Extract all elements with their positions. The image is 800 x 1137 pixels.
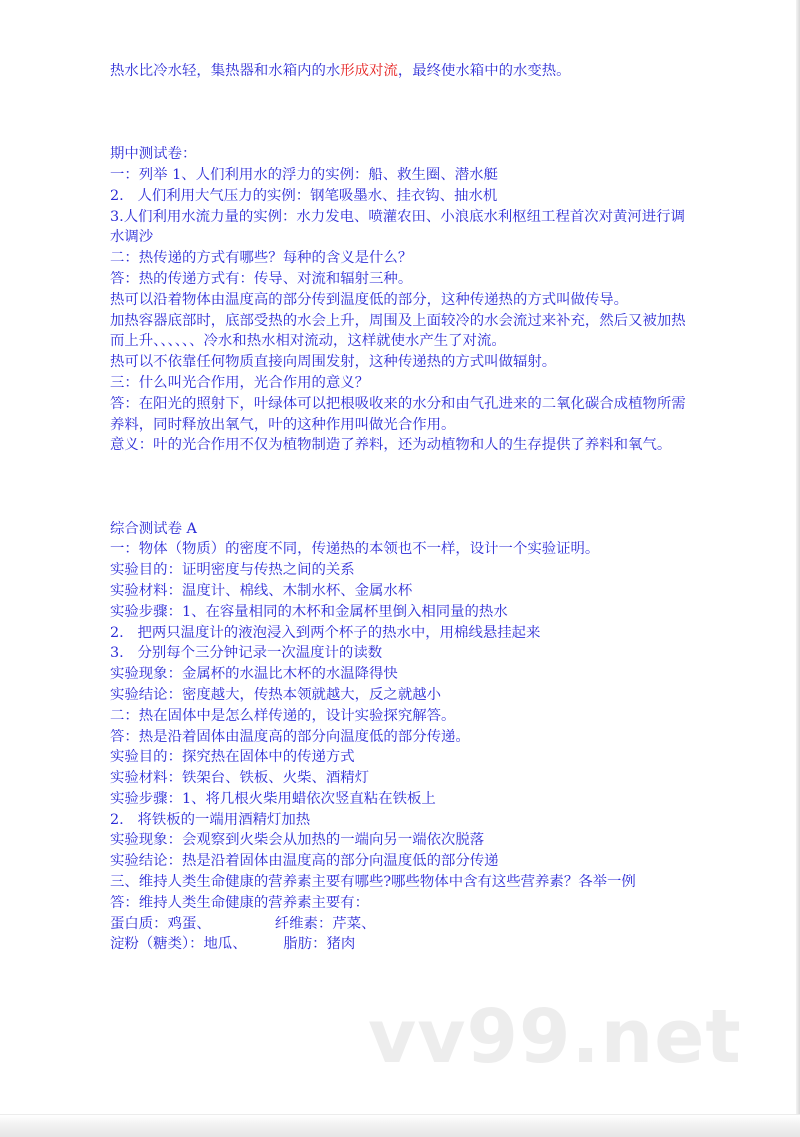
document-line: 二：热传递的方式有哪些？每种的含义是什么？ [110,250,413,267]
intro-text-before: 热水比冷水轻，集热器和水箱内的水 [110,63,341,79]
document-line: 淀粉（糖类）：地瓜、 脂肪：猪肉 [110,936,356,953]
paragraph-spacer [110,82,690,144]
document-line: 3.人们利用水流力量的实例：水力发电、喷灌农田、小浪底水利枢纽工程首次对黄河进行调水调沙 [110,208,685,246]
page-right-edge [796,0,800,1137]
document-line: 实验现象：会观察到火柴会从加热的一端向另一端依次脱落 [110,832,485,849]
intro-text-after: ，最终使水箱中的水变热。 [397,63,571,79]
document-line: 一：物体（物质）的密度不同，传递热的本领也不一样，设计一个实验证明。 [110,541,600,558]
document-line: 热可以沿着物体由温度高的部分传到温度低的部分，这种传递热的方式叫做传导。 [110,291,629,308]
document-line: 二：热在固体中是怎么样传递的，设计实验探究解答。 [110,707,456,724]
document-line: 三、维持人类生命健康的营养素主要有哪些?哪些物体中含有这些营养素？各举一例 [110,874,636,891]
document-line: 实验目的：证明密度与传热之间的关系 [110,562,355,579]
section-midterm-content [110,165,690,456]
paragraph-spacer [110,456,690,518]
document-line: 实验材料：温度计、棉线、木制水杯、金属水杯 [110,582,413,599]
document-line: 答：在阳光的照射下，叶绿体可以把根吸收来的水分和由气孔进来的二氧化碳合成植物所需养料，同时释放出氧气，叶的这种作用叫做光合作用。 [110,395,686,433]
document-line: 实验材料：铁架台、铁板、火柴、酒精灯 [110,770,370,787]
document-line: 加热容器底部时，底部受热的水会上升，周围及上面较冷的水会流过来补充，然后又被加热而上升、、、、、、冷水和热水相对流动，这样就使水产生了对流。 [110,312,686,350]
document-line: 2. 人们利用大气压力的实例：钢笔吸墨水、挂衣钩、抽水机 [110,187,498,204]
document-body [110,61,690,955]
intro-paragraph [110,61,690,82]
document-line: 实验步骤：1、将几根火柴用蜡依次竖直粘在铁板上 [110,790,436,807]
page-bottom-edge [0,1114,800,1137]
document-line: 意义：叶的光合作用不仅为植物制造了养料，还为动植物和人的生存提供了养料和氧气。 [110,437,672,454]
document-line: 实验现象：金属杯的水温比木杯的水温降得快 [110,666,398,683]
document-line: 实验目的：探究热在固体中的传递方式 [110,749,355,766]
document-line: 实验结论：密度越大，传热本领就越大，反之就越小 [110,686,441,703]
document-line: 蛋白质：鸡蛋、 纤维素：芹菜、 [110,915,376,932]
document-line: 一：列举 1、人们利用水的浮力的实例：船、救生圈、潜水艇 [110,166,498,183]
document-line: 实验结论：热是沿着固体由温度高的部分向温度低的部分传递 [110,853,499,870]
intro-highlight-text: 形成对流 [340,63,398,79]
section-title-midterm: 期中测试卷： [110,146,197,163]
document-line: 热可以不依靠任何物质直接向周围发射，这种传递热的方式叫做辐射。 [110,354,557,371]
document-line: 实验步骤：1、在容量相同的木杯和金属杯里倒入相同量的热水 [110,603,508,620]
document-line: 三：什么叫光合作用，光合作用的意义？ [110,374,370,391]
document-line: 2. 把两只温度计的液泡浸入到两个杯子的热水中，用棉线悬挂起来 [110,624,541,641]
section-title-comprehensive: 综合测试卷 A [110,520,197,537]
document-line: 答：维持人类生命健康的营养素主要有： [110,894,370,911]
section-comprehensive-content [110,539,690,955]
document-line: 答：热是沿着固体由温度高的部分向温度低的部分传递。 [110,728,470,745]
document-line: 3. 分别每个三分钟记录一次温度计的读数 [110,645,383,662]
document-line: 2. 将铁板的一端用酒精灯加热 [110,811,311,828]
document-line: 答：热的传递方式有：传导、对流和辐射三种。 [110,270,413,287]
watermark-text: vv99.net [368,994,742,1080]
